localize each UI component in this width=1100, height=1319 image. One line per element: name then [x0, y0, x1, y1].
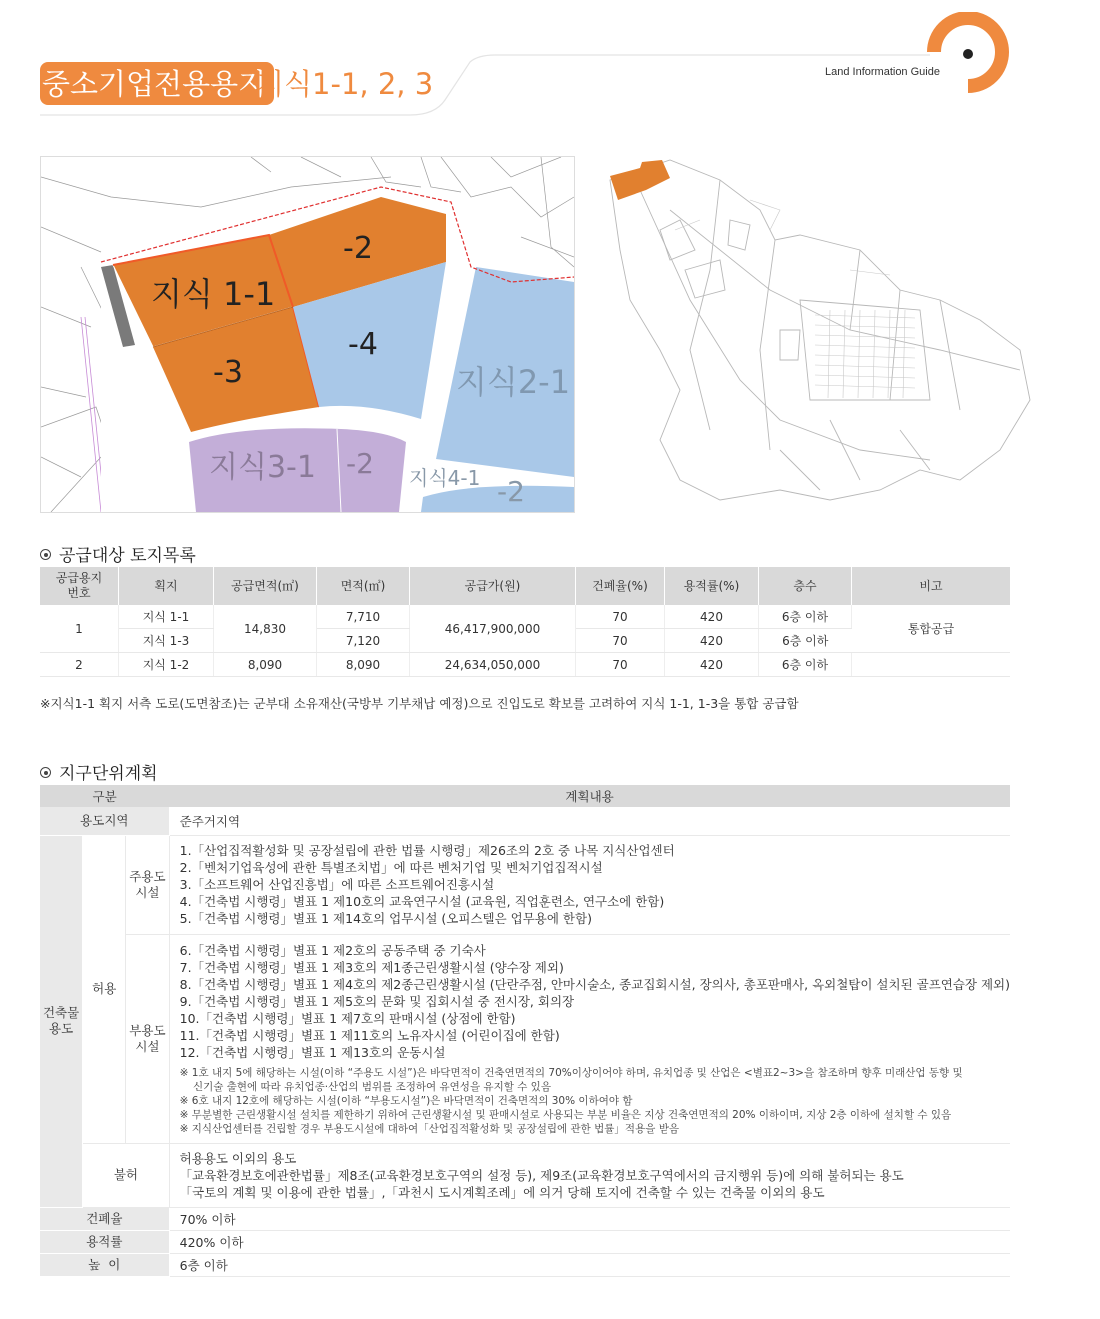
table-row: 1 지식 1-1 14,830 7,710 46,417,900,000 70 420 6층 이하 통합공급 — [40, 605, 1010, 629]
header-rule — [40, 50, 940, 120]
site-map — [40, 156, 575, 513]
col-area: 면적(㎡) — [317, 567, 410, 605]
far-value: 420% 이하 — [169, 1230, 1010, 1253]
main-use-label: 주용도 시설 — [126, 835, 169, 934]
list-item: 「교육환경보호에관한법률」제8조(교육환경보호구역의 설정 등), 제9조(교육환경보호구역에서의 금지행위 등)에 의해 불허되는 용도 — [179, 1167, 904, 1183]
col-note: 비고 — [852, 567, 1011, 605]
list-item: 5.「건축법 시행령」별표 1 제14호의 업무시설 (오피스텔은 업무용에 한함) — [179, 911, 592, 926]
list-item: 10.「건축법 시행령」별표 1 제7호의 판매시설 (상점에 한함) — [179, 1010, 516, 1026]
list-item: 4.「건축법 시행령」별표 1 제10호의 교육연구시설 (교육원, 직업훈련소, 연구소에 한함) — [179, 894, 665, 909]
plan-table — [40, 785, 1010, 1277]
lot-label-1-4: -4 — [348, 327, 378, 362]
section-bullet-icon — [40, 549, 51, 560]
title-highlight: 중소기업전용용지 — [40, 62, 274, 105]
lot-label-1-1: 지식 1-1 — [151, 275, 276, 313]
bcr-label: 건폐율 — [40, 1207, 169, 1230]
guide-logo-icon — [926, 12, 1016, 102]
list-item: 허용용도 이외의 용도 — [179, 1150, 297, 1166]
col-content: 계획내용 — [169, 785, 1010, 807]
sub-note: 신기술 출현에 따라 유치업종·산업의 범위를 조정하여 유연성을 유지할 수 있음 — [179, 1080, 551, 1093]
bcr-value: 70% 이하 — [169, 1207, 1010, 1230]
sub-note: ※ 지식산업센터를 건립할 경우 부용도시설에 대하여「산업집적활성화 및 공장설립에 관한 법률」적용을 받음 — [179, 1122, 679, 1135]
list-item: 3.「소프트웨어 산업진흥법」에 따른 소프트웨어진흥시설 — [179, 877, 495, 892]
building-use-label: 건축물 용도 — [40, 835, 83, 1207]
zone-label: 용도지역 — [40, 807, 169, 835]
lot-label-3-1: 지식3-1 — [209, 450, 316, 485]
col-far: 용적률(%) — [665, 567, 759, 605]
col-lot: 획지 — [119, 567, 214, 605]
lot-label-4-1: 지식4-1 — [409, 466, 481, 490]
supply-table — [40, 567, 1010, 677]
supply-footnote: ※지식1-1 획지 서측 도로(도면참조)는 군부대 소유재산(국방부 기부채납 예정)으로 진입도로 확보를 고려하여 지식 1-1, 1-3을 통합 공급함 — [40, 696, 799, 711]
section-bullet-icon — [40, 767, 51, 778]
list-item: 「국토의 계획 및 이용에 관한 법률」,「과천시 도시계획조례」에 의거 당해 토지에 건축할 수 있는 건축물 이외의 용도 — [179, 1184, 825, 1200]
list-item: 2.「벤처기업육성에 관한 특별조치법」에 따른 벤처기업 및 벤처기업집적시설 — [179, 860, 603, 875]
list-item: 8.「건축법 시행령」별표 1 제4호의 제2종근린생활시설 (단란주점, 안마시술소, 종교집회시설, 장의사, 총포판매사, 옥외철탑이 설치된 골프연습장 제외) — [179, 976, 1010, 992]
list-item: 9.「건축법 시행령」별표 1 제5호의 문화 및 집회시설 중 전시장, 회의장 — [179, 993, 575, 1009]
supply-header-row — [40, 567, 1010, 605]
guide-label: Land Information Guide — [825, 66, 940, 78]
table-row: 지식 1-3 7,120 70 420 6층 이하 — [40, 629, 1010, 653]
prohibit-content — [169, 1143, 1010, 1207]
key-map — [600, 150, 1040, 520]
table-row: 2 지식 1-2 8,090 8,090 24,634,050,000 70 420 6층 이하 — [40, 653, 1010, 677]
main-use-content — [169, 835, 1010, 934]
sub-note: ※ 1호 내지 5에 해당하는 시설(이하 “주용도 시설”)은 바닥면적이 건축연면적의 70%이상이어야 하며, 유치업종 및 산업은 <별표2~3>을 참조하며 향후 미래산업 동향 및 — [179, 1066, 963, 1079]
list-item: 1.「산업집적활성화 및 공장설립에 관한 법률 시행령」제26조의 2호 중 나목 지식산업센터 — [179, 843, 675, 858]
plan-section-title: 지구단위계획 — [40, 759, 158, 784]
lot-label-3-2: -2 — [346, 447, 374, 480]
permit-label: 허용 — [83, 835, 126, 1143]
col-bcr: 건폐율(%) — [576, 567, 665, 605]
col-category: 구분 — [40, 785, 169, 807]
lot-label-1-3: -3 — [213, 355, 243, 390]
list-item: 12.「건축법 시행령」별표 1 제13호의 운동시설 — [179, 1044, 446, 1060]
prohibit-label: 불허 — [83, 1143, 169, 1207]
title-lots: 지식1-1, 2, 3 — [256, 67, 434, 101]
height-value: 6층 이하 — [169, 1253, 1010, 1276]
key-map-site-marker — [610, 160, 670, 200]
col-no: 공급용지 번호 — [40, 567, 119, 605]
sub-use-content — [169, 934, 1010, 1143]
list-item: 6.「건축법 시행령」별표 1 제2호의 공동주택 중 기숙사 — [179, 942, 486, 958]
col-floors: 층수 — [759, 567, 852, 605]
zone-value: 준주거지역 — [169, 807, 1010, 835]
sub-note: ※ 무분별한 근린생활시설 설치를 제한하기 위하여 근린생활시설 및 판매시설로 사용되는 부분 비율은 지상 건축연면적의 20% 이하이며, 지상 2층 이하에 설치할 수 있음 — [179, 1108, 952, 1121]
height-label: 높 이 — [40, 1253, 169, 1276]
list-item: 11.「건축법 시행령」별표 1 제11호의 노유자시설 (어린이집에 한함) — [179, 1027, 560, 1043]
far-label: 용적률 — [40, 1230, 169, 1253]
lot-label-1-2: -2 — [343, 231, 373, 266]
col-price: 공급가(원) — [410, 567, 576, 605]
supply-section-title: 공급대상 토지목록 — [40, 541, 196, 566]
col-supply-area: 공급면적(㎡) — [214, 567, 317, 605]
lot-label-2-1: 지식2-1 — [456, 363, 571, 401]
sub-use-label: 부용도 시설 — [126, 934, 169, 1143]
list-item: 7.「건축법 시행령」별표 1 제3호의 제1종근린생활시설 (양수장 제외) — [179, 959, 564, 975]
sub-note: ※ 6호 내지 12호에 해당하는 시설(이하 “부용도시설”)은 바닥면적이 건축면적의 30% 이하여야 함 — [179, 1094, 633, 1107]
lot-label-4-2: -2 — [497, 475, 525, 508]
